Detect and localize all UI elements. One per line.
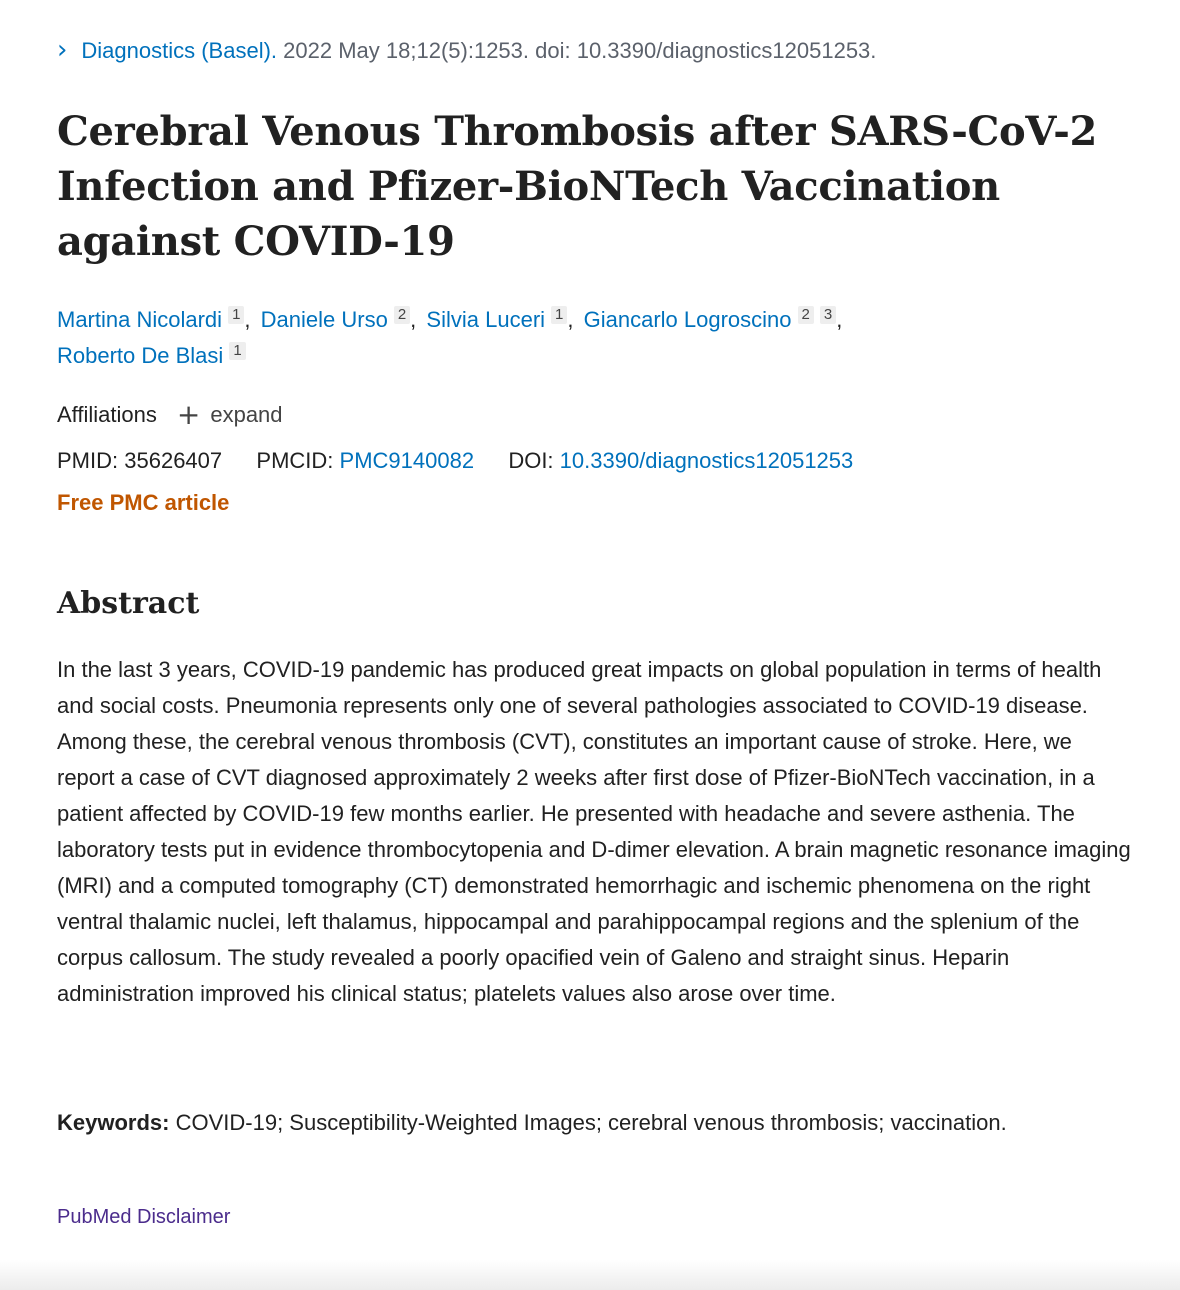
affiliation-ref[interactable]: 2 [798, 306, 814, 324]
affiliation-ref[interactable]: 1 [229, 342, 245, 360]
abstract-heading: Abstract [57, 586, 200, 621]
affiliations-toggle[interactable] [57, 398, 283, 431]
affiliation-ref[interactable]: 1 [228, 306, 244, 324]
article-title: Cerebral Venous Thrombosis after SARS-CoV-2 Infection and Pfizer-BioNTech Vaccination against COVID-19 [57, 108, 1098, 265]
doi-link[interactable]: 10.3390/diagnostics12051253 [559, 448, 854, 473]
expand-label[interactable]: expand [210, 402, 283, 427]
author-link[interactable]: Daniele Urso [260, 307, 388, 332]
author-list: Martina Nicolardi 1 , Daniele Urso 2 , Silvia Luceri 1 , Giancarlo Logroscino 2 3 , Roberto De Blasi 1 [57, 306, 843, 368]
author-item [57, 343, 246, 368]
keywords [57, 1105, 1132, 1141]
author-link[interactable]: Roberto De Blasi [57, 343, 224, 368]
journal-link[interactable]: Diagnostics (Basel). [81, 38, 278, 63]
author-item [584, 307, 837, 332]
citation-details: 2022 May 18;12(5):1253. doi: 10.3390/diagnostics12051253. [283, 38, 877, 63]
author-item [426, 307, 567, 332]
affiliation-ref[interactable]: 1 [551, 306, 567, 324]
doi-label: DOI: [508, 448, 554, 473]
author-link[interactable]: Giancarlo Logroscino [583, 307, 792, 332]
citation-line [57, 36, 876, 66]
author-item [261, 307, 411, 332]
abstract-text: In the last 3 years, COVID-19 pandemic has produced great impacts on global population in terms of health and social costs. Pneumonia represents only one of several pathologies associated to COVID-19 disease. Among these, the cerebral venous thrombosis (CVT), constitutes an important cause of stroke. Here, we report a case of CVT diagnosed approximately 2 weeks after first dose of Pfizer-BioNTech vaccination, in a patient affected by COVID-19 few months earlier. He presented with headache and severe asthenia. The laboratory tests put in evidence thrombocytopenia and D-dimer elevation. A brain magnetic resonance imaging (MRI) and a computed tomography (CT) demonstrated hemorrhagic and ischemic phenomena on the right ventral thalamic nuclei, left thalamus, hippocampal and parahippocampal regions and the splenium of the corpus callosum. The study revealed a poorly opacified vein of Galeno and straight sinus. Heparin administration improved his clinical status; platelets values also arose over time. [57, 657, 1131, 1006]
chevron-right-icon[interactable]: › [57, 35, 68, 65]
keywords-label: Keywords: [57, 1110, 170, 1135]
pubmed-disclaimer-link[interactable]: PubMed Disclaimer [57, 1206, 231, 1228]
plus-icon[interactable]: + [176, 398, 201, 431]
bottom-shadow [0, 1260, 1180, 1290]
author-link[interactable]: Martina Nicolardi [57, 307, 223, 332]
pmcid-link[interactable]: PMC9140082 [339, 448, 475, 473]
identifiers [57, 448, 853, 474]
pmid-label: PMID: [57, 448, 119, 473]
affiliations-label: Affiliations [57, 402, 157, 427]
pmcid-label: PMCID: [256, 448, 334, 473]
keywords-text: COVID-19; Susceptibility-Weighted Images; cerebral venous thrombosis; vaccination. [175, 1110, 1007, 1135]
affiliation-ref[interactable]: 3 [820, 306, 836, 324]
author-link[interactable]: Silvia Luceri [426, 307, 546, 332]
pmid-value: 35626407 [124, 448, 223, 473]
author-item [57, 307, 244, 332]
free-pmc-badge: Free PMC article [57, 490, 230, 515]
affiliation-ref[interactable]: 2 [394, 306, 410, 324]
